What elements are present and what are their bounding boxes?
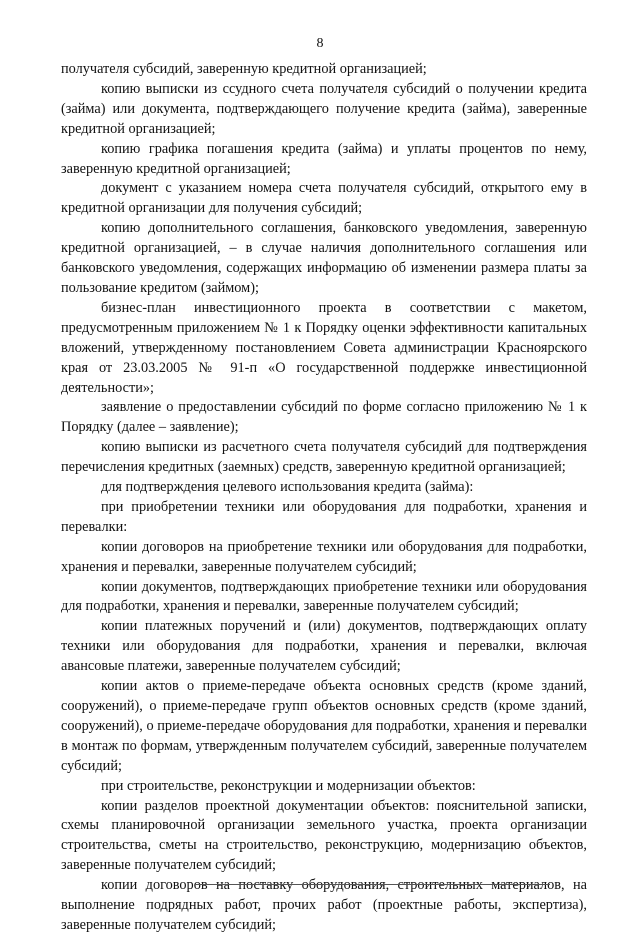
paragraph: бизнес-план инвестиционного проекта в соответствии с макетом, предусмотренным приложением № 1 к Порядку оценки эффективности капитальных вложений, утвержденному постановлением Совета администрации Красноярского края от 23.03.2005 № 91-п «О государственной поддержке инвестиционной деятельности»;	[61, 299, 587, 396]
paragraph: копии договоров на приобретение техники или оборудования для подработки, хранения и перевалки, заверенные получателем субсидий;	[61, 538, 587, 575]
paragraph: документ с указанием номера счета получателя субсидий, открытого ему в кредитной организации для получения субсидий;	[61, 180, 587, 217]
document-body	[61, 60, 587, 936]
paragraph: копии платежных поручений и (или) документов, подтверждающих оплату техники или оборудования для подработки, хранения и перевалки, включая авансовые платежи, заверенные получателем субсидий;	[61, 618, 587, 675]
paragraph: копию графика погашения кредита (займа) и уплаты процентов по нему, заверенную кредитной организацией;	[61, 140, 587, 177]
paragraph: копии договоров на поставку оборудования, строительных материалов, на выполнение подрядных работ, прочих работ (проектные работы, экспертиза), заверенные получателем субсидий;	[61, 877, 587, 933]
page-number: 8	[316, 36, 324, 51]
paragraph: для подтверждения целевого использования кредита (займа):	[101, 479, 474, 496]
paragraph: при строительстве, реконструкции и модернизации объектов:	[101, 777, 476, 794]
paragraph: при приобретении техники или оборудования для подработки, хранения и перевалки:	[61, 498, 587, 535]
paragraph: копию выписки из расчетного счета получателя субсидий для подтверждения перечисления кредитных (заемных) средств, заверенную кредитной организацией;	[61, 439, 587, 476]
paragraph: получателя субсидий, заверенную кредитной организацией;	[61, 61, 427, 77]
paragraph: копию выписки из ссудного счета получателя субсидий о получении кредита (займа) или документа, подтверждающего получение кредита (займа), заверенные кредитной организацией;	[61, 80, 587, 137]
paragraph: копии документов, подтверждающих приобретение техники или оборудования для подработки, хранения и перевалки, заверенные получателем субсидий;	[61, 578, 587, 615]
page-bottom-rule	[195, 884, 550, 885]
paragraph: копию дополнительного соглашения, банковского уведомления, заверенную кредитной организацией, – в случае наличия дополнительного соглашения или банковского уведомления, содержащих информацию об изменении размера платы за пользование кредитом (займом);	[61, 220, 587, 296]
paragraph: копии актов о приеме-передаче объекта основных средств (кроме зданий, сооружений), о приеме-передаче групп объектов основных средств (кроме зданий, сооружений), о приеме-передаче оборудования для подработки, хранения и перевалки в монтаж по формам, утвержденным получателем субсидий, заверенные получателем субсидий;	[61, 678, 587, 774]
paragraph: заявление о предоставлении субсидий по форме согласно приложению № 1 к Порядку (далее – заявление);	[61, 399, 587, 436]
paragraph: копии разделов проектной документации объектов: пояснительной записки, схемы планировочной организации земельного участка, проекта организации строительства, сметы на строительство, реконструкцию, модернизацию объектов, заверенные получателем субсидий;	[61, 797, 587, 874]
